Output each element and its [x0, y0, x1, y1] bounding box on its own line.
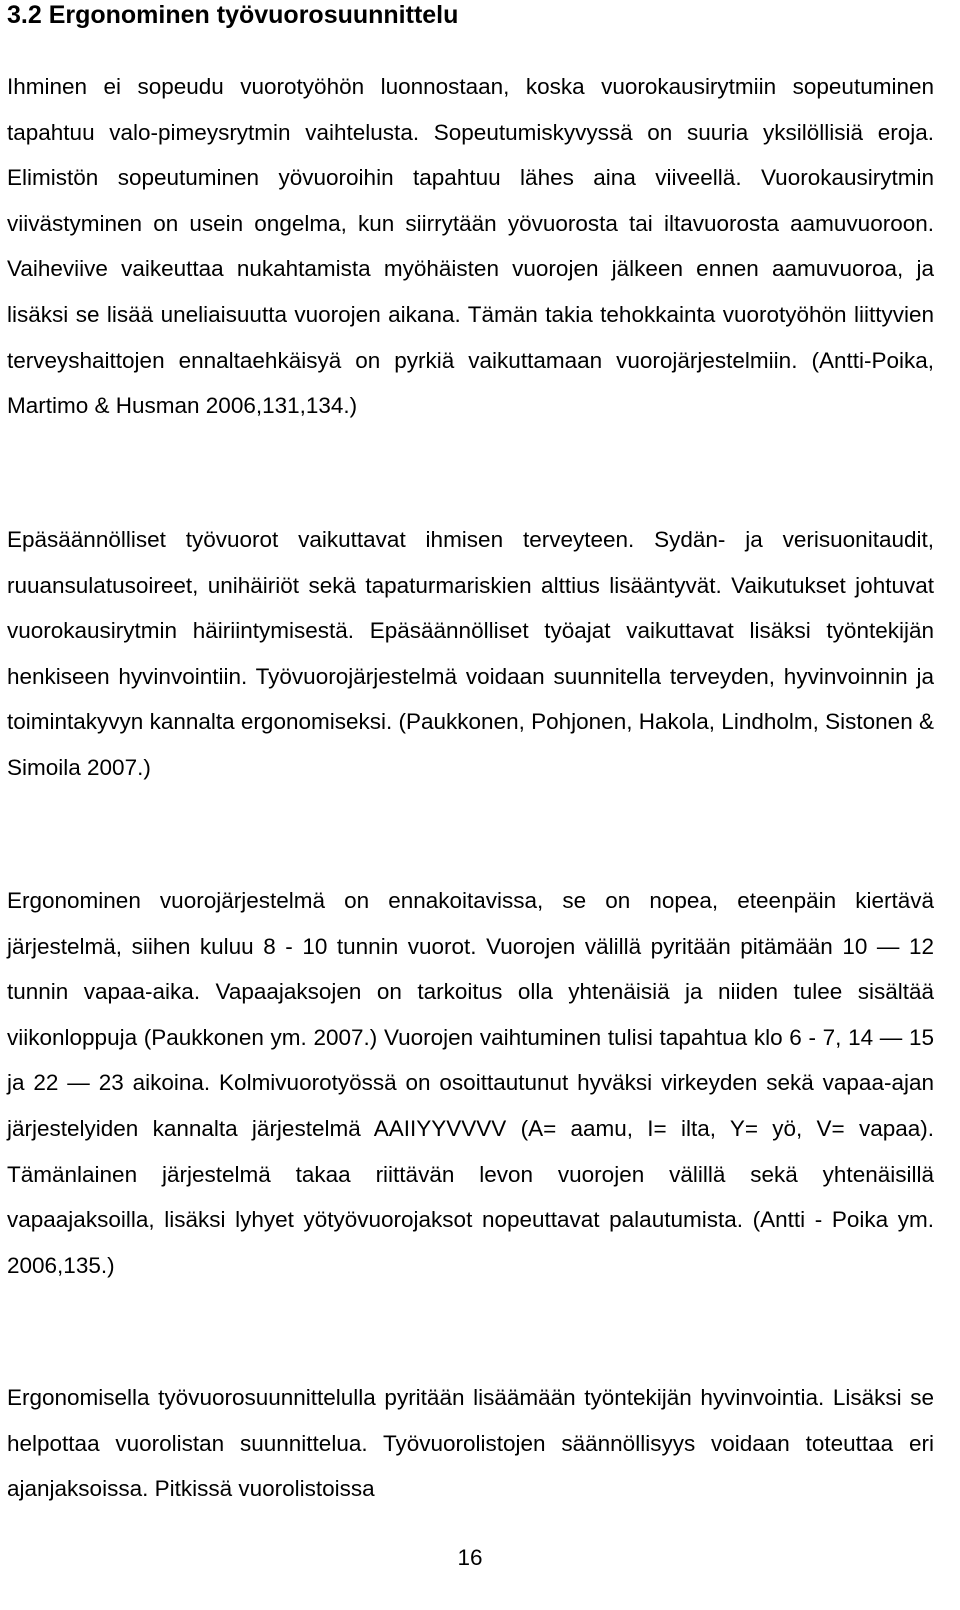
paragraph-circadian-adaptation: Ihminen ei sopeudu vuorotyöhön luonnostaan, koska vuorokausirytmiin sopeutuminen tapahtuu valo-pimeysrytmin vaihtelusta. Sopeutumiskyvyssä on suuria yksilöllisiä eroja. Elimistön sopeutuminen yövuoroihin tapahtuu lähes aina viiveellä. Vuorokausirytmin viivästyminen on usein ongelma, kun siirrytään yövuorosta tai iltavuorosta aamuvuoroon. Vaiheviive vaikeuttaa nukahtamista myöhäisten vuorojen jälkeen ennen aamuvuoroa, ja lisäksi se lisää uneliaisuutta vuorojen aikana. Tämän takia tehokkainta vuorotyöhön liittyvien terveyshaittojen ennaltaehkäisyä on pyrkiä vaikuttamaan vuorojärjestelmiin. (Antti-Poika, Martimo & Husman 2006,131,134.)	[7, 74, 934, 419]
document-page	[7, 0, 934, 1502]
section-heading: 3.2 Ergonominen työvuorosuunnittelu	[7, 1, 459, 29]
paragraph-shift-planning-goals: Ergonomisella työvuorosuunnittelulla pyritään lisäämään työntekijän hyvinvointia. Lisäksi se helpottaa vuorolistan suunnittelua. Työvuorolistojen säännöllisyys voidaan toteuttaa eri ajanjaksoissa. Pitkissä vuorolistoissa	[7, 1385, 934, 1502]
page-number: 16	[457, 1545, 483, 1570]
paragraph-ergonomic-shift-system: Ergonominen vuorojärjestelmä on ennakoitavissa, se on nopea, eteenpäin kiertävä järjestelmä, siihen kuluu 8 - 10 tunnin vuorot. Vuorojen välillä pyritään pitämään 10 — 12 tunnin vapaa-aika. Vapaajaksojen on tarkoitus olla yhtenäisiä ja niiden tulee sisältää viikonloppuja (Paukkonen ym. 2007.) Vuorojen vaihtuminen tulisi tapahtua klo 6 - 7, 14 — 15 ja 22 — 23 aikoina. Kolmivuorotyössä on osoittautunut hyväksi virkeyden sekä vapaa-ajan järjestelyiden kannalta järjestelmä AAIIYYVVVV (A= aamu, I= ilta, Y= yö, V= vapaa). Tämänlainen järjestelmä takaa riittävän levon vuorojen välillä sekä yhtenäisillä vapaajaksoilla, lisäksi lyhyet yötyövuorojaksot nopeuttavat palautumista. (Antti - Poika ym. 2006,135.)	[7, 888, 934, 1278]
paragraph-health-effects: Epäsäännölliset työvuorot vaikuttavat ihmisen terveyteen. Sydän- ja verisuonitaudit, ruuansulatusoireet, unihäiriöt sekä tapaturmariskien alttius lisääntyvät. Vaikutukset johtuvat vuorokausirytmin häiriintymisestä. Epäsäännölliset työajat vaikuttavat lisäksi työntekijän henkiseen hyvinvointiin. Työvuorojärjestelmä voidaan suunnitella terveyden, hyvinvoinnin ja toimintakyvyn kannalta ergonomiseksi. (Paukkonen, Pohjonen, Hakola, Lindholm, Sistonen & Simoila 2007.)	[7, 527, 934, 780]
